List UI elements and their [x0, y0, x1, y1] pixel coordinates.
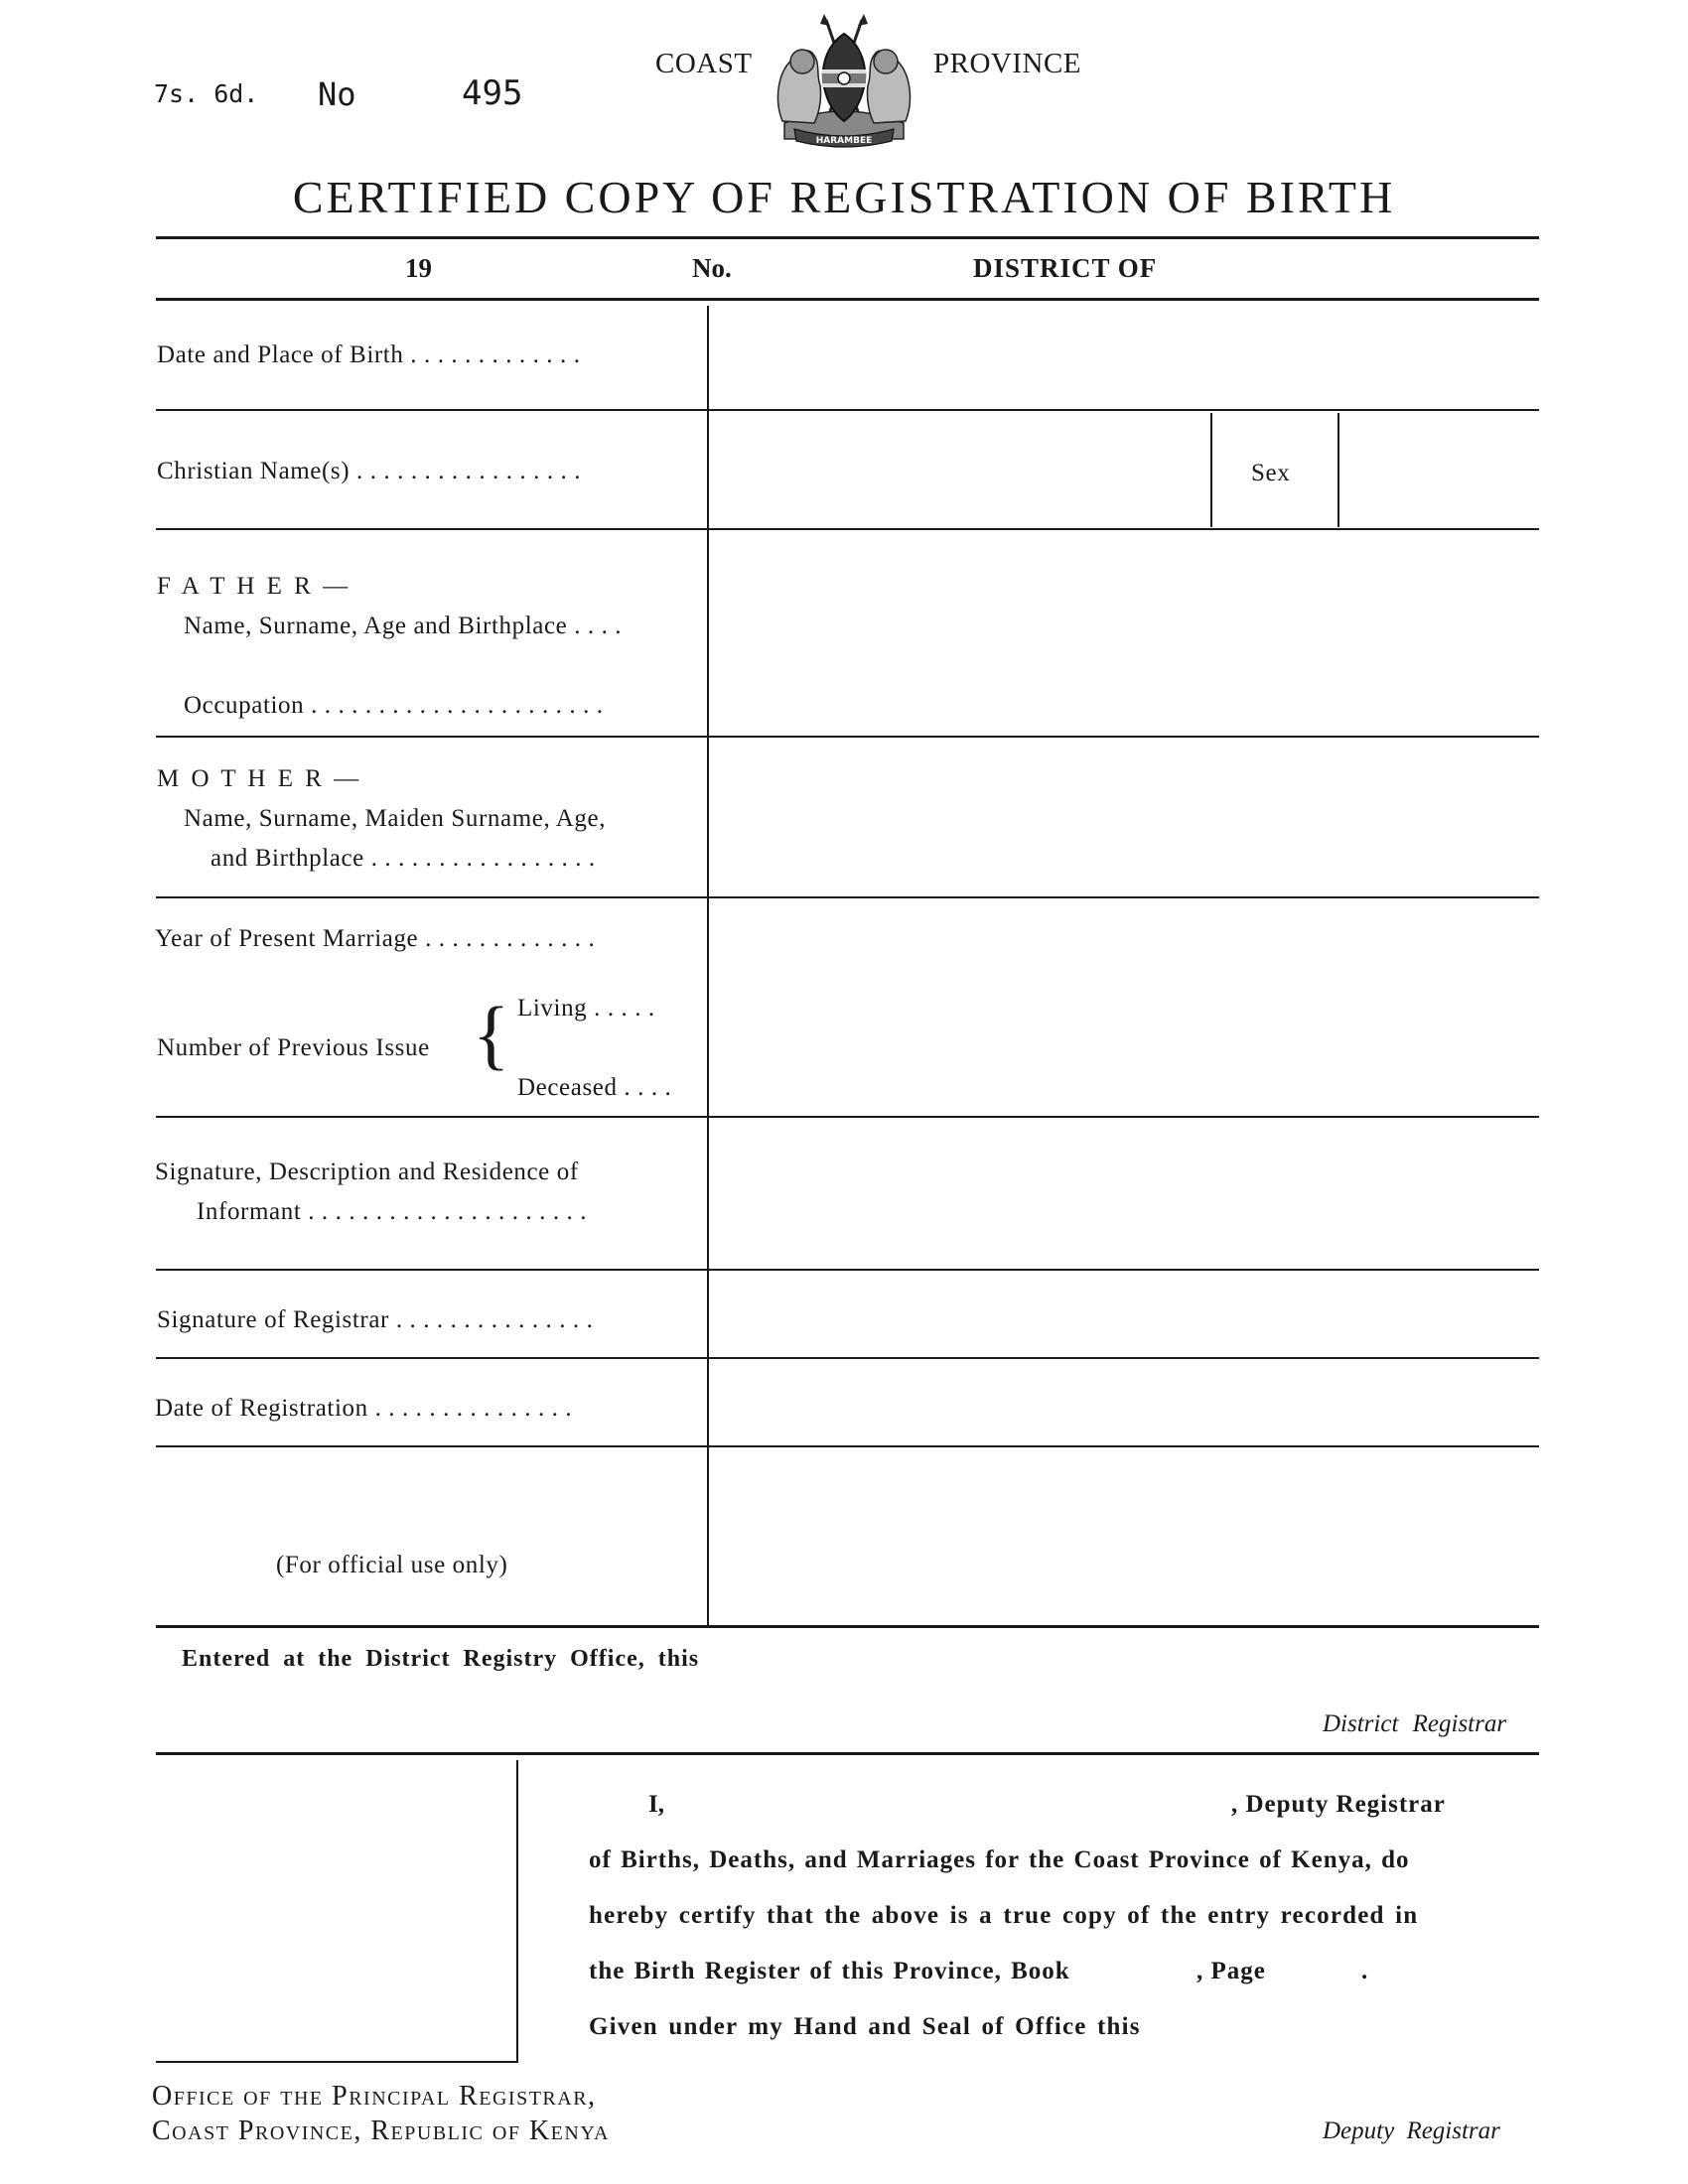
serial-no-label: No [318, 75, 356, 113]
label-official-use: (For official use only) [276, 1552, 508, 1578]
cert-i-label: I, [648, 1791, 664, 1818]
office-line-1: Office of the Principal Registrar, [152, 2081, 597, 2112]
rule-table-bottom [156, 1625, 1539, 1628]
label-informant: Signature, Description and Residence of [155, 1159, 579, 1185]
label-christian-names: Christian Name(s) . . . . . . . . . . . . . . . . . [157, 458, 582, 484]
document-title: CERTIFIED COPY OF REGISTRATION OF BIRTH [292, 172, 1396, 222]
header-province: PROVINCE [933, 48, 1082, 79]
rule-sub [156, 298, 1539, 301]
row-rule [156, 736, 1539, 738]
cert-line-3: hereby certify that the above is a true copy of the entry recorded in [589, 1902, 1419, 1929]
cert-line-4c: . [1361, 1958, 1368, 1984]
fee-label: 7s. 6d. [154, 79, 259, 108]
label-informant-2: Informant . . . . . . . . . . . . . . . . . . . . . [197, 1198, 588, 1225]
table-divider [707, 306, 709, 1626]
entry-no-label: No. [692, 253, 732, 283]
entered-text: Entered at the District Registry Office, this [182, 1646, 700, 1672]
label-father-occupation: Occupation . . . . . . . . . . . . . . . . . . . . . . [184, 692, 604, 719]
cert-line-5: Given under my Hand and Seal of Office this [589, 2013, 1141, 2040]
serial-number: 495 [462, 73, 523, 113]
brace-icon: { [473, 991, 510, 1077]
sex-divider-right [1337, 413, 1339, 527]
label-mother-name: Name, Surname, Maiden Surname, Age, [184, 805, 607, 832]
cert-line-4b: , Page [1196, 1958, 1266, 1984]
row-rule [156, 896, 1539, 898]
year-prefix: 19 [405, 253, 432, 283]
row-rule [156, 1116, 1539, 1118]
row-rule [156, 528, 1539, 530]
header-coast: COAST [655, 48, 753, 79]
cert-line-2: of Births, Deaths, and Marriages for the Coast Province of Kenya, do [589, 1846, 1410, 1873]
svg-text:HARAMBEE: HARAMBEE [815, 136, 873, 146]
cert-deputy-registrar: , Deputy Registrar [1231, 1791, 1446, 1818]
row-rule [156, 1269, 1539, 1271]
row-rule [156, 1445, 1539, 1447]
sex-divider-left [1210, 413, 1212, 527]
stamp-box-bottom [156, 2061, 518, 2063]
label-living: Living . . . . . [517, 995, 655, 1022]
label-deceased: Deceased . . . . [517, 1074, 672, 1101]
label-mother-birthplace: and Birthplace . . . . . . . . . . . . . . . . . [211, 845, 596, 872]
label-year-marriage: Year of Present Marriage . . . . . . . . . . . . . [155, 925, 596, 952]
row-rule [156, 1357, 1539, 1359]
label-sex: Sex [1251, 460, 1291, 486]
rule-top [156, 236, 1539, 239]
district-registrar-label: District Registrar [1323, 1710, 1507, 1737]
office-line-2: Coast Province, Republic of Kenya [152, 2116, 610, 2146]
stamp-box-right [516, 1760, 518, 2063]
label-date-place-birth: Date and Place of Birth . . . . . . . . . . . . . [157, 341, 581, 368]
label-previous-issue: Number of Previous Issue [157, 1034, 430, 1061]
cert-line-4a: the Birth Register of this Province, Book [589, 1958, 1070, 1984]
label-mother-heading: M O T H E R — [157, 765, 362, 792]
rule-entered [156, 1752, 1539, 1755]
label-father-name: Name, Surname, Age and Birthplace . . . . [184, 613, 623, 639]
deputy-registrar-label: Deputy Registrar [1323, 2117, 1500, 2144]
label-father-heading: F A T H E R — [157, 573, 352, 600]
row-rule [156, 409, 1539, 411]
coat-of-arms-icon [765, 12, 923, 151]
label-signature-registrar: Signature of Registrar . . . . . . . . . . . . . . . [157, 1306, 594, 1333]
label-date-registration: Date of Registration . . . . . . . . . . . . . . . [155, 1395, 573, 1422]
district-of-label: DISTRICT OF [973, 253, 1158, 283]
